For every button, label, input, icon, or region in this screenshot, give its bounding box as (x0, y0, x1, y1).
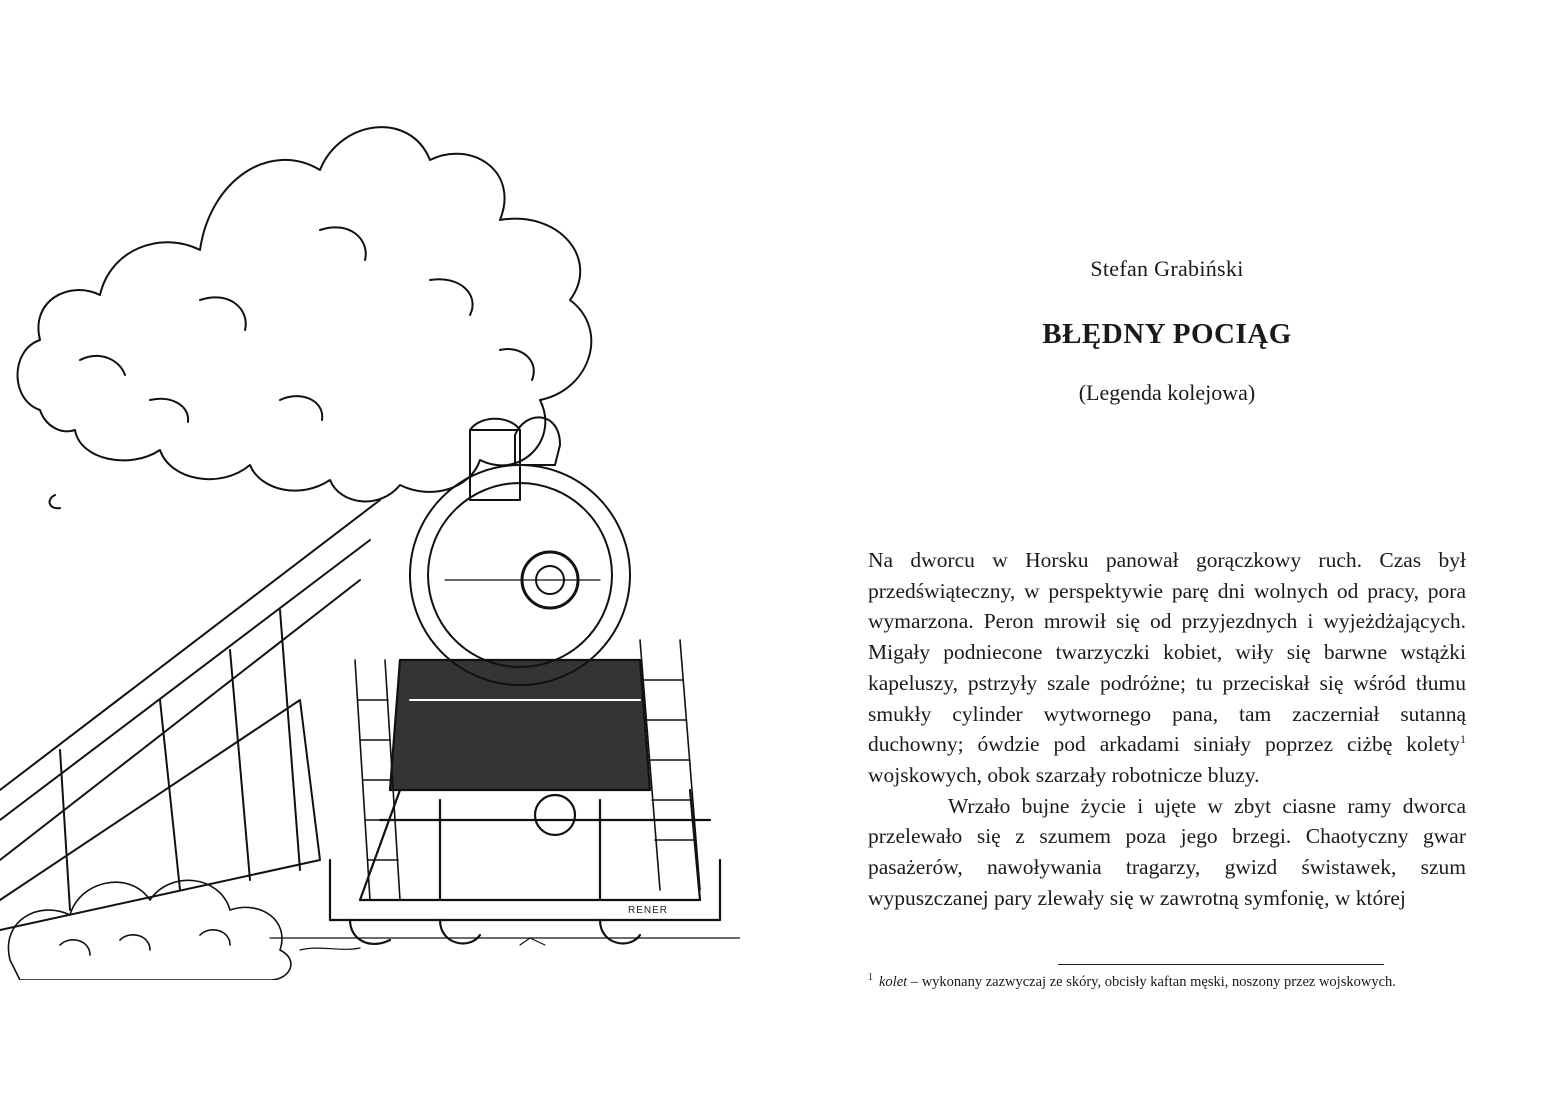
story-body (868, 545, 1466, 913)
paragraph-1-text-end: wojskowych, obok szarzały robotnicze bluzy. (868, 762, 1260, 787)
illustrator-signature: RENER (628, 905, 669, 916)
ground-steam (8, 880, 290, 980)
footnote (868, 972, 1466, 993)
rails (270, 938, 740, 950)
steam-cloud (18, 127, 592, 508)
paragraph-1 (868, 545, 1466, 791)
front-frame (330, 660, 720, 944)
locomotive-illustration (0, 100, 740, 980)
paragraph-2: Wrzało bujne życie i ujęte w zbyt ciasne ramy dworca przelewało się z szumem poza jego brzegi. Chaotyczny gwar pasażerów, nawoływania tragarzy, gwizd świstawek, szum wypuszczanej pary zlewały się w zawrotną symfonię, w której (868, 793, 1466, 910)
footnote-divider (1058, 964, 1384, 965)
train-cars (0, 500, 380, 930)
author-name: Stefan Grabiński (1090, 256, 1244, 281)
paragraph-1-text: Na dworcu w Horsku panował gorączkowy ruch. Czas był przedświąteczny, w perspektywie parę dni wolnych od pracy, pora wymarzona. Peron mrowił się od przyjezdnych i wyjeżdżających. Migały podniecone twarzyczki kobiet, wiły się barwne wstążki kapeluszy, pstrzyły szale podróżne; tu przeciskał się wśród tłumu smukły cylinder wytwornego pana, tam zaczerniał sutanną duchowny; ówdzie pod arkadami siniały poprzez ciżbę kolety (868, 548, 1466, 757)
text-page (868, 0, 1466, 1099)
boiler-front (410, 417, 630, 685)
footnote-text: – wykonany zazwyczaj ze skóry, obcisły kaftan męski, noszony przez wojskowych. (907, 974, 1396, 990)
footnote-term: kolet (879, 974, 908, 990)
story-subtitle: (Legenda kolejowa) (1078, 380, 1256, 405)
footnote-number: 1 (868, 972, 873, 984)
footnote-reference: 1 (1460, 732, 1466, 747)
story-title: BŁĘDNY POCIĄG (1042, 318, 1292, 350)
